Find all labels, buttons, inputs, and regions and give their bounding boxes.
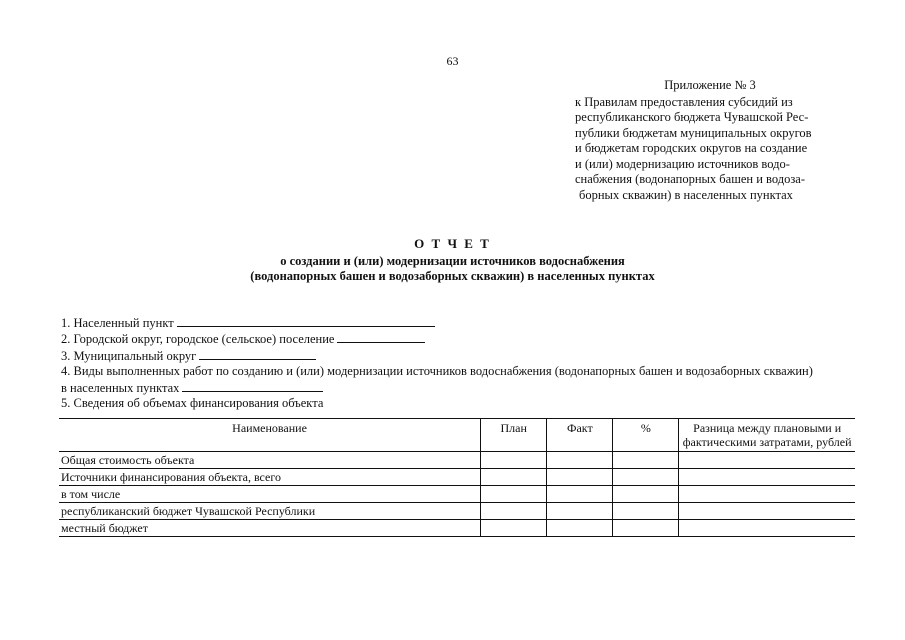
table-row [59, 452, 855, 469]
works-field-line1 [61, 364, 861, 379]
works-blank[interactable] [182, 380, 323, 392]
works-field-line2 [61, 380, 861, 396]
page-number: 63 [446, 54, 459, 68]
header-difference: Разница между плановыми и фактическими затратами, рублей [679, 419, 855, 452]
appendix-line: к Правилам предоставления субсидий из [575, 94, 793, 109]
financing-table [59, 418, 855, 537]
table-row [59, 486, 855, 503]
appendix-line: и бюджетам городских округов на создание [575, 141, 808, 155]
fact-cell[interactable] [547, 469, 613, 486]
percent-cell[interactable] [613, 486, 679, 503]
fact-cell[interactable] [547, 520, 613, 537]
appendix-block [575, 78, 845, 203]
row-label: Общая стоимость объекта [59, 452, 481, 469]
percent-cell[interactable] [613, 452, 679, 469]
appendix-text [575, 95, 845, 204]
works-label: 4. Виды выполненных работ по созданию и (или) модернизации источников водоснабжения (водонапорных башен и водозаборных скважин) [61, 364, 813, 379]
table-row [59, 503, 855, 520]
appendix-line: публики бюджетам муниципальных округов [575, 125, 812, 140]
plan-cell[interactable] [481, 520, 547, 537]
district-label: 2. Городской округ, городское (сельское) поселение [61, 332, 335, 347]
difference-cell[interactable] [679, 520, 855, 537]
difference-cell[interactable] [679, 452, 855, 469]
municipal-blank[interactable] [199, 348, 316, 360]
settlement-label: 1. Населенный пункт [61, 316, 174, 330]
percent-cell[interactable] [613, 469, 679, 486]
municipal-label: 3. Муниципальный округ [61, 348, 197, 363]
header-percent: % [613, 419, 679, 452]
difference-cell[interactable] [679, 486, 855, 503]
row-label: местный бюджет [59, 520, 481, 537]
report-subtitle-line: о создании и (или) модернизации источников водоснабжения [280, 254, 625, 268]
table-row [59, 520, 855, 537]
header-name: Наименование [59, 419, 481, 452]
difference-cell[interactable] [679, 469, 855, 486]
difference-cell[interactable] [679, 503, 855, 520]
district-blank[interactable] [337, 331, 425, 343]
table-header-row [59, 419, 855, 452]
plan-cell[interactable] [481, 486, 547, 503]
plan-cell[interactable] [481, 452, 547, 469]
report-subtitle-line: (водонапорных башен и водозаборных скважин) в населенных пунктах [250, 269, 655, 283]
fact-cell[interactable] [547, 452, 613, 469]
fact-cell[interactable] [547, 503, 613, 520]
district-field [61, 331, 861, 347]
percent-cell[interactable] [613, 503, 679, 520]
appendix-line: республиканского бюджета Чувашской Рес- [575, 110, 809, 124]
appendix-line: борных скважин) в населенных пунктах [579, 187, 793, 202]
percent-cell[interactable] [613, 520, 679, 537]
row-label: в том числе [59, 486, 481, 503]
header-fact: Факт [547, 419, 613, 452]
appendix-title: Приложение № 3 [664, 78, 756, 92]
plan-cell[interactable] [481, 469, 547, 486]
settlement-blank[interactable] [177, 315, 435, 327]
appendix-line: снабжения (водонапорных башен и водоза- [575, 172, 805, 186]
header-plan: План [481, 419, 547, 452]
table-row [59, 469, 855, 486]
report-title: О Т Ч Е Т [414, 236, 491, 251]
fact-cell[interactable] [547, 486, 613, 503]
plan-cell[interactable] [481, 503, 547, 520]
report-fields [61, 315, 861, 411]
works-label-cont: в населенных пунктах [61, 380, 180, 395]
settlement-field [61, 315, 861, 331]
row-label: республиканский бюджет Чувашской Республики [59, 503, 481, 520]
municipal-field [61, 348, 861, 364]
appendix-line: и (или) модернизацию источников водо- [575, 156, 790, 171]
financing-field [61, 396, 861, 411]
financing-label: 5. Сведения об объемах финансирования объекта [61, 396, 324, 411]
row-label: Источники финансирования объекта, всего [59, 469, 481, 486]
report-subtitle [0, 254, 905, 284]
